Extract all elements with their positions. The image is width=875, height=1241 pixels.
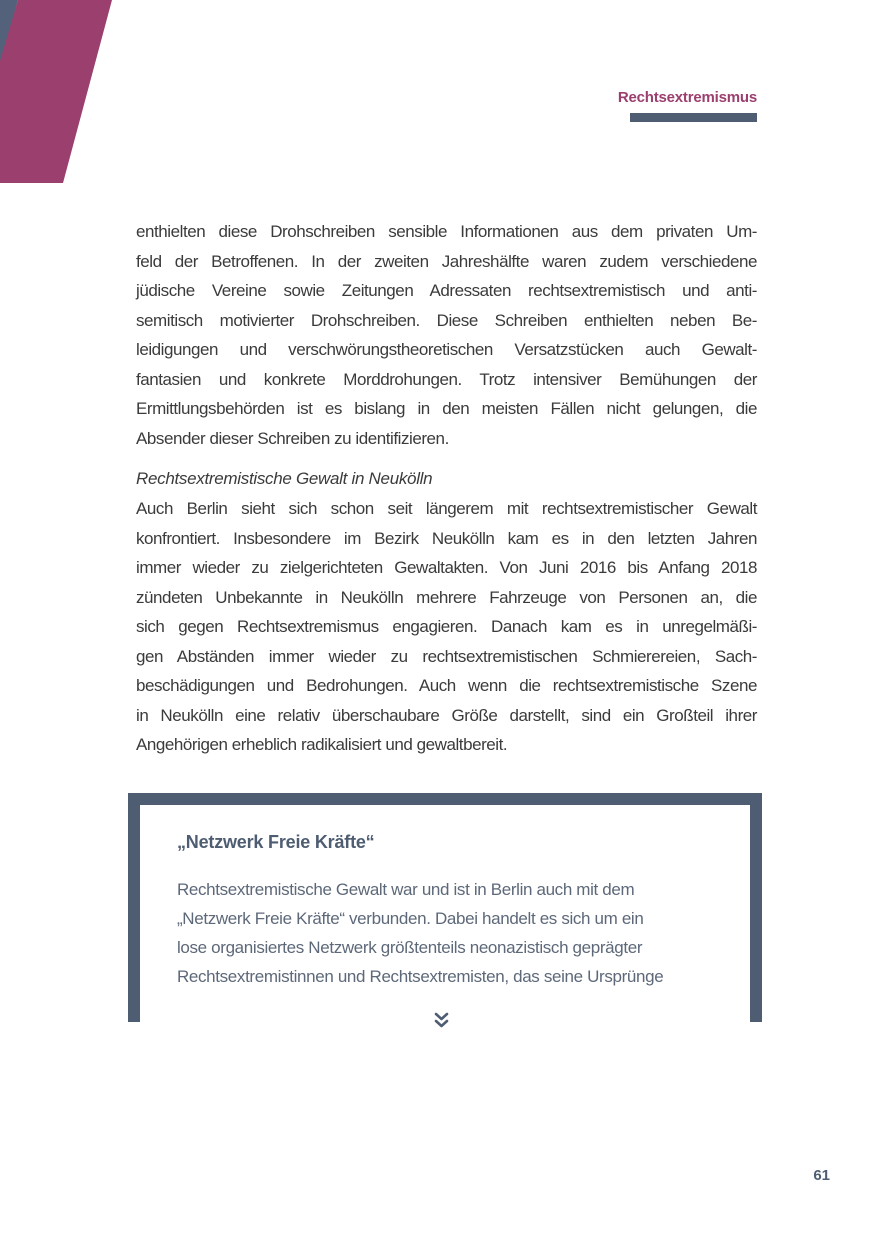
text-line: jüdische Vereine sowie Zeitungen Adressaten rechtsextremistisch und anti- — [136, 281, 757, 300]
decoration-magenta-shape — [0, 0, 112, 183]
text-line: leidigungen und verschwörungstheoretischen Versatzstücken auch Gewalt- — [136, 340, 757, 359]
info-box — [128, 793, 762, 1022]
text-line: immer wieder zu zielgerichteten Gewaltakten. Von Juni 2016 bis Anfang 2018 — [136, 558, 757, 577]
page-number: 61 — [813, 1167, 830, 1184]
text-line: Rechtsextremistinnen und Rechtsextremisten, das seine Ursprünge — [177, 967, 664, 986]
text-line: in Neukölln eine relativ überschaubare Größe darstellt, sind ein Großteil ihrer — [136, 705, 757, 725]
text-line: Absender dieser Schreiben zu identifizieren. — [136, 428, 449, 448]
text-line: „Netzwerk Freie Kräfte“ verbunden. Dabei handelt es sich um ein — [177, 909, 644, 928]
info-box-body — [177, 875, 720, 991]
text-line: konfrontiert. Insbesondere im Bezirk Neukölln kam es in den letzten Jahren — [136, 528, 757, 548]
text-line: Auch Berlin sieht sich schon seit längerem mit rechtsextremistischer Gewalt — [136, 499, 757, 518]
text-line: zündeten Unbekannte in Neukölln mehrere Fahrzeuge von Personen an, die — [136, 587, 757, 607]
section-heading: Rechtsextremistische Gewalt in Neukölln — [136, 469, 433, 488]
text-line: Ermittlungsbehörden ist es bislang in den meisten Fällen nicht gelungen, die — [136, 399, 757, 418]
text-line: feld der Betroffenen. In der zweiten Jahreshälfte waren zudem verschiedene — [136, 251, 757, 271]
text-line: Rechtsextremistische Gewalt war und ist in Berlin auch mit dem — [177, 880, 635, 899]
chapter-title: Rechtsextremismus — [617, 89, 757, 106]
text-line: lose organisiertes Netzwerk größtenteils neonazistisch geprägter — [177, 938, 643, 957]
text-line: fantasien und konkrete Morddrohungen. Trotz intensiver Bemühungen der — [136, 369, 757, 389]
chevrons-down-icon[interactable] — [433, 1011, 450, 1031]
text-line: sich gegen Rechtsextremismus engagieren. Danach kam es in unregelmäßi- — [136, 617, 757, 636]
header-rule — [630, 113, 757, 122]
info-box-title: „Netzwerk Freie Kräfte“ — [177, 832, 375, 852]
paragraph — [136, 217, 757, 453]
text-line: semitisch motivierter Drohschreiben. Diese Schreiben enthielten neben Be- — [136, 310, 757, 330]
corner-decoration — [0, 0, 200, 200]
text-line: beschädigungen und Bedrohungen. Auch wenn die rechtsextremistische Szene — [136, 676, 757, 695]
text-line: Angehörigen erheblich radikalisiert und gewaltbereit. — [136, 735, 508, 754]
text-line: gen Abständen immer wieder zu rechtsextremistischen Schmierereien, Sach- — [136, 646, 757, 666]
paragraph — [136, 494, 757, 760]
text-line: enthielten diese Drohschreiben sensible Informationen aus dem privaten Um- — [136, 222, 757, 241]
